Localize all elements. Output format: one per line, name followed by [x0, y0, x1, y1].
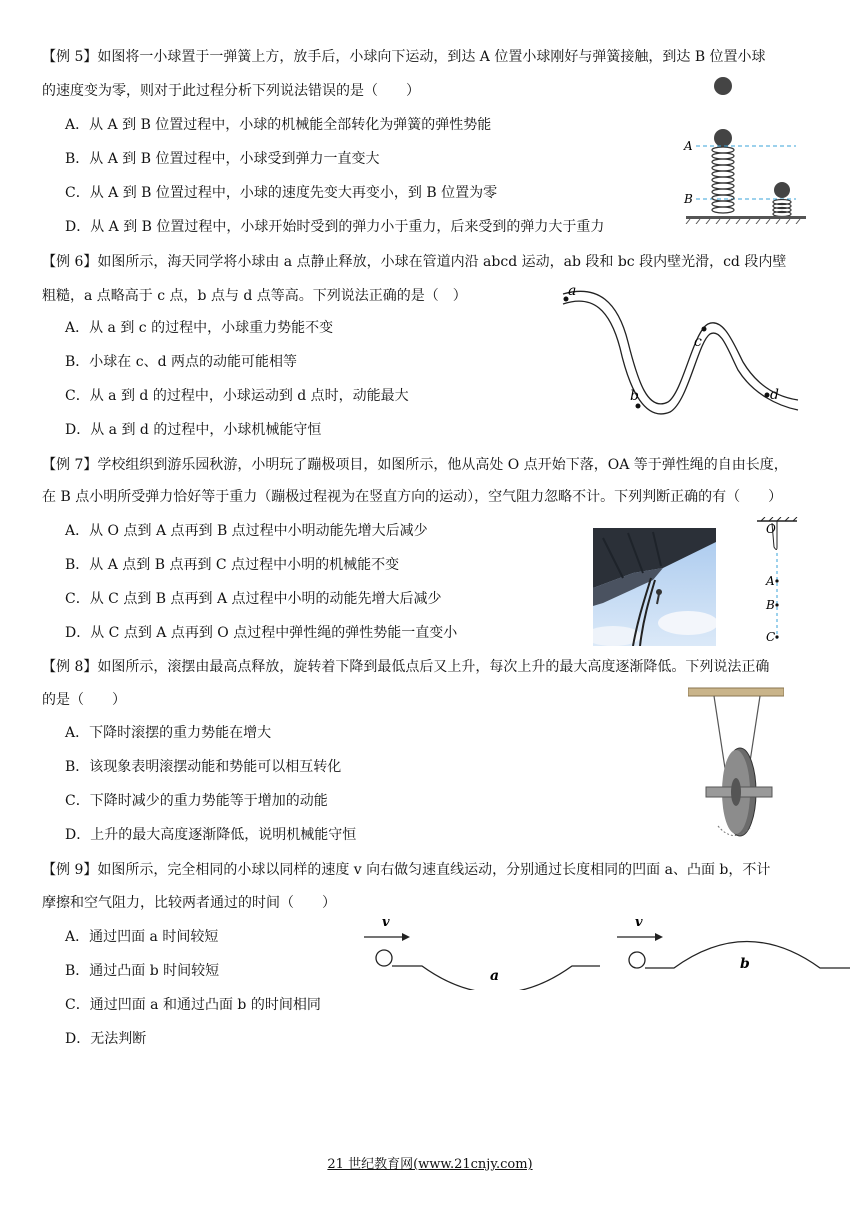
label-b: b	[630, 388, 639, 404]
ex8-option-c: C．下降时减少的重力势能等于增加的动能	[65, 793, 328, 809]
ex7-stem-line2: 在 B 点小明所受弹力恰好等于重力（蹦极过程视为在竖直方向的运动），空气阻力忽略不计。下列判断正确的有（ ）	[42, 489, 783, 505]
ex8-stem-line1: 【例 8】如图所示，滚摆由最高点释放，旋转着下降到最低点后又上升，每次上升的最大高度逐渐降低。下列说法正确	[42, 659, 770, 675]
ex8-option-d: D．上升的最大高度逐渐降低，说明机械能守恒	[65, 827, 357, 843]
bungee-diagram	[752, 517, 812, 645]
label-a: A	[766, 574, 775, 588]
velocity-label-b: v	[635, 915, 643, 930]
ex5-option-d: D．从 A 到 B 位置过程中，小球开始时受到的弹力小于重力，后来受到的弹力大于重力	[65, 219, 605, 235]
label-c: C	[766, 630, 776, 644]
maxwell-wheel-figure	[688, 686, 784, 846]
ball-a	[376, 950, 392, 966]
point-d	[765, 393, 770, 398]
spring	[712, 147, 734, 213]
ex7-stem-line1: 【例 7】学校组织到游乐园秋游，小明玩了蹦极项目，如图所示，他从高处 O 点开始下落，OA 等于弹性绳的自由长度，	[42, 457, 788, 473]
label-d: d	[770, 387, 779, 403]
ball-at-b	[774, 182, 790, 198]
ex7-option-a: A．从 O 点到 A 点再到 B 点过程中小明动能先增大后减少	[65, 523, 428, 539]
ex6-stem-line2: 粗糙，a 点略高于 c 点，b 点与 d 点等高。下列说法正确的是（ ）	[42, 288, 467, 304]
ex5-stem-line1: 【例 5】如图将一小球置于一弹簧上方，放手后，小球向下运动，到达 A 位置小球刚好与弹簧接触，到达 B 位置小球	[42, 49, 766, 65]
ex6-option-d: D．从 a 到 d 的过程中，小球机械能守恒	[65, 422, 322, 438]
ex9-option-a: A．通过凹面 a 时间较短	[65, 929, 219, 945]
ex6-option-a: A．从 a 到 c 的过程中，小球重力势能不变	[65, 320, 334, 336]
ex9-option-d: D．无法判断	[65, 1031, 147, 1047]
ex5-stem-line2: 的速度变为零，则对于此过程分析下列说法错误的是（ ）	[42, 83, 420, 99]
label-b: B	[766, 598, 775, 612]
ex6-option-b: B．小球在 c、d 两点的动能可能相等	[65, 354, 297, 370]
curved-surfaces-figure	[362, 910, 852, 990]
pipe-walls	[563, 291, 798, 414]
ex8-stem-line2: 的是（ ）	[42, 692, 126, 708]
ex9-stem-line2: 摩擦和空气阻力，比较两者通过的时间（ ）	[42, 895, 336, 911]
ex8-option-a: A．下降时滚摆的重力势能在增大	[65, 725, 272, 741]
ex6-option-c: C．从 a 到 d 的过程中，小球运动到 d 点时，动能最大	[65, 388, 409, 404]
ball-at-a	[714, 129, 732, 147]
ex9-option-b: B．通过凸面 b 时间较短	[65, 963, 220, 979]
ball-b	[629, 952, 645, 968]
ex6-stem-line1: 【例 6】如图所示，海天同学将小球由 a 点静止释放，小球在管道内沿 abcd 运动，ab 段和 bc 段内壁光滑，cd 段内壁	[42, 254, 787, 270]
velocity-label-a: v	[382, 915, 390, 930]
compressed-spring	[773, 200, 791, 217]
label-c: c	[694, 334, 702, 350]
footer-source: 21 世纪教育网(www.21cnjy.com)	[327, 1157, 533, 1172]
label-a: a	[490, 968, 500, 984]
ground-hatch	[686, 219, 800, 224]
ex9-stem-line1: 【例 9】如图所示，完全相同的小球以同样的速度 v 向右做匀速直线运动，分别通过长度相同的凹面 a、凸面 b，不计	[42, 862, 771, 878]
point-b	[636, 404, 641, 409]
ex7-option-c: C．从 C 点到 B 点再到 A 点过程中小明的动能先增大后减少	[65, 591, 442, 607]
bungee-photo	[593, 528, 716, 646]
point-c	[775, 635, 778, 638]
pipe-track-figure	[558, 282, 803, 417]
label-a: A	[684, 139, 693, 153]
ex8-option-b: B．该现象表明滚摆动能和势能可以相互转化	[65, 759, 342, 775]
spring-figure	[676, 74, 826, 224]
ex5-option-b: B．从 A 到 B 位置过程中，小球受到弹力一直变大	[65, 151, 380, 167]
ex7-option-d: D．从 C 点到 A 点再到 O 点过程中弹性绳的弹性势能一直变小	[65, 625, 458, 641]
label-a: a	[568, 283, 577, 299]
ex5-option-a: A．从 A 到 B 位置过程中，小球的机械能全部转化为弹簧的弹性势能	[65, 117, 492, 133]
ex5-option-c: C．从 A 到 B 位置过程中，小球的速度先变大再变小，到 B 位置为零	[65, 185, 498, 201]
ground	[686, 216, 806, 219]
point-a	[775, 579, 778, 582]
point-c	[702, 327, 707, 332]
label-o: O	[766, 522, 776, 536]
point-b	[775, 603, 778, 606]
ex9-option-c: C．通过凹面 a 和通过凸面 b 的时间相同	[65, 997, 321, 1013]
ex7-option-b: B．从 A 点到 B 点再到 C 点过程中小明的机械能不变	[65, 557, 400, 573]
label-b: B	[684, 192, 693, 206]
label-b: b	[740, 956, 750, 972]
falling-ball	[714, 77, 732, 95]
